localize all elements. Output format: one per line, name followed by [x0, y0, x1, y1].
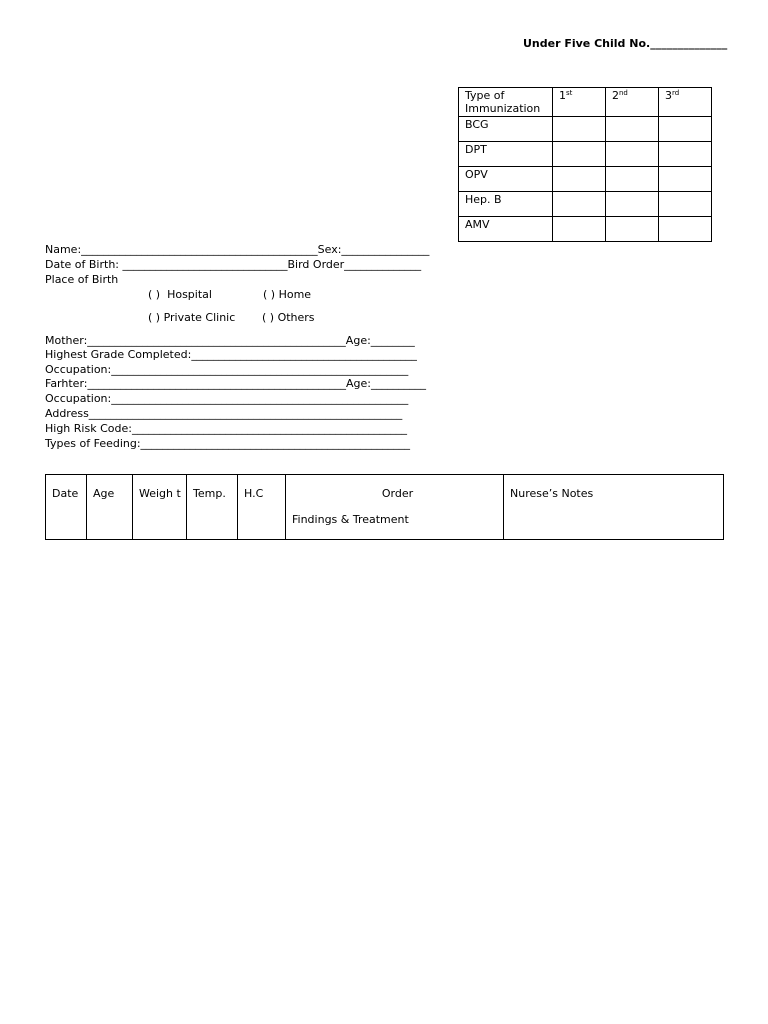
weight-header: Weigh t	[133, 475, 187, 540]
child-number-field: Under Five Child No.______________	[523, 37, 728, 50]
dose-cell[interactable]	[606, 117, 659, 142]
age-header: Age	[87, 475, 133, 540]
nurse-notes-header: Nurese’s Notes	[504, 475, 724, 540]
feeding-types-line[interactable]: Types of Feeding:_________________________________________________	[45, 437, 411, 450]
dose-cell[interactable]	[553, 117, 606, 142]
dose-cell[interactable]	[553, 192, 606, 217]
immunization-table	[458, 87, 712, 242]
high-risk-code-line[interactable]: High Risk Code:__________________________________________________	[45, 422, 407, 435]
dose-1-header: 1st	[553, 88, 606, 117]
immunization-row	[459, 167, 712, 192]
immunization-name: AMV	[459, 217, 553, 242]
hospital-option[interactable]: ( ) Hospital	[148, 288, 212, 301]
dob-birth-order-line[interactable]: Date of Birth: ______________________________Bird Order______________	[45, 258, 422, 271]
dose-cell[interactable]	[659, 167, 712, 192]
others-option[interactable]: ( ) Others	[262, 311, 315, 324]
name-sex-line[interactable]: Name:___________________________________________Sex:________________	[45, 243, 430, 256]
immunization-name: BCG	[459, 117, 553, 142]
dose-cell[interactable]	[606, 192, 659, 217]
date-header: Date	[46, 475, 87, 540]
dose-cell[interactable]	[553, 167, 606, 192]
dose-cell[interactable]	[553, 217, 606, 242]
immunization-row	[459, 142, 712, 167]
immunization-header-row	[459, 88, 712, 117]
mother-age-line[interactable]: Mother:_______________________________________________Age:________	[45, 334, 415, 347]
immunization-row	[459, 117, 712, 142]
dose-cell[interactable]	[606, 217, 659, 242]
temp-header: Temp.	[187, 475, 238, 540]
dose-cell[interactable]	[659, 192, 712, 217]
home-option[interactable]: ( ) Home	[263, 288, 312, 301]
immunization-row	[459, 217, 712, 242]
order-label: Order	[381, 487, 414, 500]
dose-cell[interactable]	[553, 142, 606, 167]
immunization-name: Hep. B	[459, 192, 553, 217]
immunization-type-header: Type of Immunization	[459, 88, 553, 117]
visit-record-table	[45, 474, 724, 540]
private-clinic-option[interactable]: ( ) Private Clinic	[148, 311, 236, 324]
address-line[interactable]: Address_________________________________________________________	[45, 407, 403, 420]
dose-3-header: 3rd	[659, 88, 712, 117]
dose-cell[interactable]	[659, 117, 712, 142]
dose-cell[interactable]	[606, 142, 659, 167]
father-occupation-line[interactable]: Occupation:______________________________________________________	[45, 392, 409, 405]
dose-cell[interactable]	[606, 167, 659, 192]
place-of-birth-label: Place of Birth	[45, 273, 119, 286]
findings-treatment-label: Findings & Treatment	[292, 513, 409, 526]
visit-header-row	[46, 475, 724, 540]
mother-occupation-line[interactable]: Occupation:______________________________________________________	[45, 363, 409, 376]
father-age-line[interactable]: Farhter:_______________________________________________Age:__________	[45, 377, 426, 390]
hc-header: H.C	[238, 475, 286, 540]
immunization-name: OPV	[459, 167, 553, 192]
dose-cell[interactable]	[659, 217, 712, 242]
order-findings-header	[286, 475, 504, 540]
immunization-name: DPT	[459, 142, 553, 167]
immunization-row	[459, 192, 712, 217]
dose-2-header: 2nd	[606, 88, 659, 117]
dose-cell[interactable]	[659, 142, 712, 167]
highest-grade-line[interactable]: Highest Grade Completed:_________________________________________	[45, 348, 417, 361]
